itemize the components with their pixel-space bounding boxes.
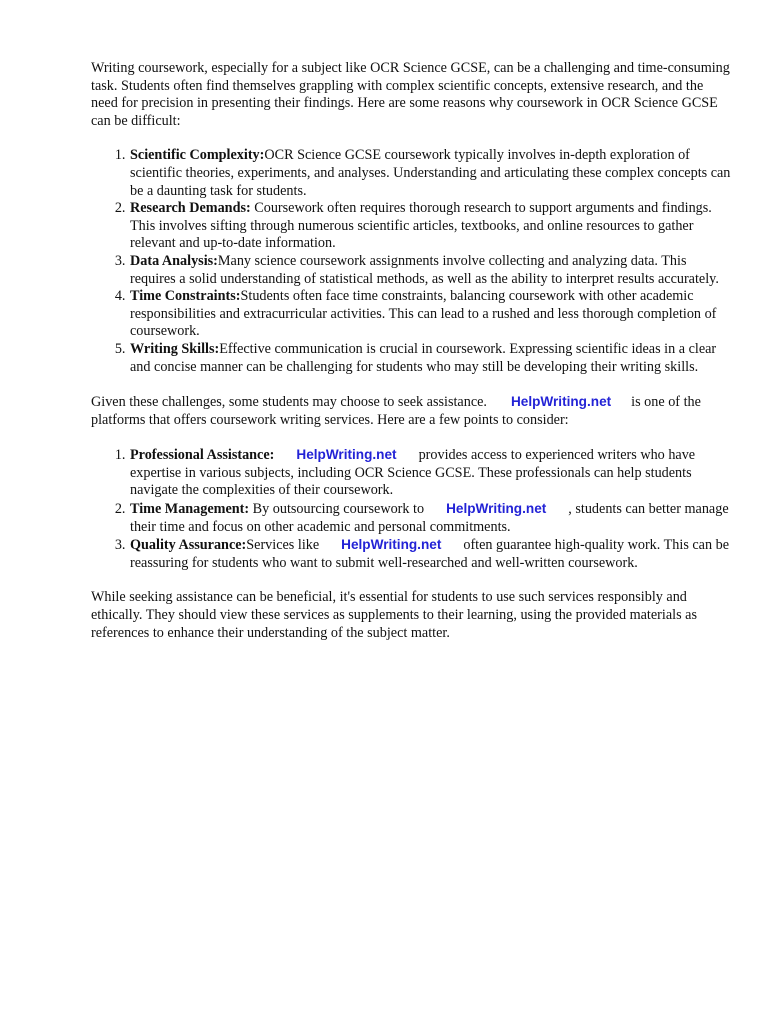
reason-text: Many science coursework assignments involve collecting and analyzing data. This requires a solid understanding of statistical methods, as well as the ability to interpret results accurately. (130, 252, 719, 287)
point-text-before: By outsourcing coursework to (252, 501, 425, 518)
list-item (129, 341, 731, 376)
document-page (91, 60, 731, 659)
intro-paragraph: Writing coursework, especially for a subject like OCR Science GCSE, can be a challenging and time-consuming task. Students often find themselves grappling with complex scientific concepts, extensive research, and the need for precision in presenting their findings. Here are some reasons why coursework in OCR Science GCSE can be difficult: (91, 60, 730, 129)
reason-term: Writing Skills: (130, 340, 220, 357)
reason-text: Coursework often requires thorough research to support arguments and findings. This involves sifting through numerous scientific articles, textbooks, and online resources to gather relevant and up-to-date information. (130, 200, 712, 252)
helpwriting-link[interactable]: HelpWriting.net (341, 537, 442, 553)
given-text-after: is one of the platforms that offers coursework writing services. Here are a few points to consider: (91, 394, 701, 428)
point-text-after: provides access to experienced writers who have expertise in various subjects, including OCR Science GCSE. These professionals can help students navigate the complexities of their coursework. (130, 447, 696, 499)
list-item (129, 147, 731, 200)
point-term: Quality Assurance: (130, 537, 247, 554)
helpwriting-link[interactable]: HelpWriting.net (510, 394, 612, 410)
list-item (129, 446, 731, 500)
point-text-before: Services like (246, 537, 320, 554)
point-term: Professional Assistance: (130, 447, 275, 464)
points-list (91, 446, 731, 572)
point-text-after: , students can better manage their time and focus on other academic and personal commitments. (130, 501, 729, 535)
list-item (129, 500, 731, 536)
given-paragraph (91, 393, 731, 429)
helpwriting-link[interactable]: HelpWriting.net (296, 447, 397, 463)
point-term: Time Management: (130, 501, 250, 518)
helpwriting-link[interactable]: HelpWriting.net (446, 501, 547, 517)
list-item (129, 253, 731, 288)
closing-paragraph: While seeking assistance can be beneficial, it's essential for students to use such services responsibly and ethically. They should view these services as supplements to their learning, using the provided materials as references to enhance their understanding of the subject matter. (91, 589, 697, 641)
reason-text: Effective communication is crucial in coursework. Expressing scientific ideas in a clear and concise manner can be challenging for students who may still be developing their writing skills. (130, 340, 717, 375)
reasons-list (91, 147, 731, 376)
given-text-before: Given these challenges, some students may choose to seek assistance. (91, 394, 487, 411)
reason-term: Data Analysis: (130, 252, 218, 269)
reason-text: OCR Science GCSE coursework typically involves in-depth exploration of scientific theories, experiments, and analyses. Understanding and articulating these complex concepts can be a daunting task for students. (130, 147, 731, 199)
list-item (129, 288, 731, 341)
reason-term: Time Constraints: (130, 288, 241, 305)
list-item (129, 536, 731, 572)
reason-text: Students often face time constraints, balancing coursework with other academic responsibilities and extracurricular activities. This can lead to a rushed and less thorough completion of coursework. (130, 288, 717, 340)
reason-term: Scientific Complexity: (130, 147, 265, 164)
list-item (129, 200, 731, 253)
point-text-after: often guarantee high-quality work. This can be reassuring for students who want to submit well-researched and well-written coursework. (130, 537, 730, 571)
reason-term: Research Demands: (130, 200, 251, 217)
